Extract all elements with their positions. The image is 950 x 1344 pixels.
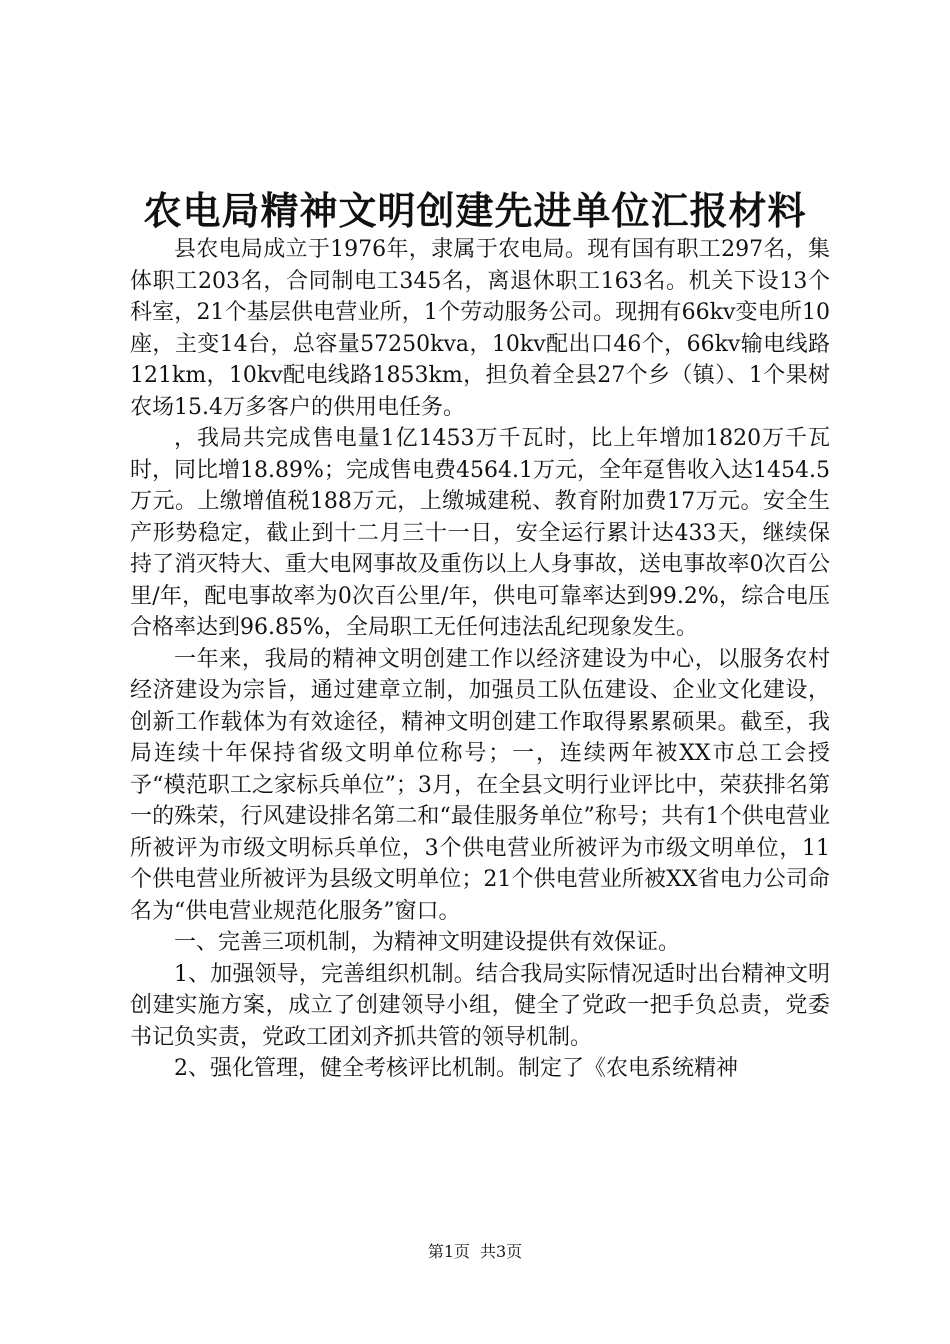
paragraph-management-mechanism: 2、强化管理，健全考核评比机制。制定了《农电系统精神: [174, 1056, 738, 1081]
page-total: 共3页: [480, 1242, 523, 1261]
section-heading-mechanisms: 一、完善三项机制，为精神文明建设提供有效保证。: [174, 930, 681, 955]
page-number: 第1页: [427, 1242, 470, 1261]
paragraph-civilization-achievements: 一年来，我局的精神文明创建工作以经济建设为中心，以服务农村经济建设为宗旨，通过建章立制，加强员工队伍建设、企业文化建设，创新工作载体为有效途径，精神文明创建工作取得累累硕果。截至，我局连续十年保持省级文明单位称号；一，连续两年被XX市总工会授予“模范职工之家标兵单位”；3月，在全县文明行业评比中，荣获排名第一的殊荣，行风建设排名第二和“最佳服务单位”称号；共有1个供电营业所被评为市级文明标兵单位，3个供电营业所被评为市级文明单位，11个供电营业所被评为县级文明单位；21个供电营业所被XX省电力公司命名为“供电营业规范化服务”窗口。: [130, 646, 830, 924]
paragraph-bureau-overview: 县农电局成立于1976年，隶属于农电局。现有国有职工297名，集体职工203名，合同制电工345名，离退休职工163名。机关下设13个科室，21个基层供电营业所，1个劳动服务公司。现拥有66kv变电所10座，主变14台，总容量57250kva，10kv配出口46个，66kv输电线路121km，10kv配电线路1853km，担负着全县27个乡（镇）、1个果树农场15.4万多客户的供用电任务。: [130, 237, 830, 420]
page-footer: [0, 1240, 950, 1264]
paragraph-leadership-mechanism: 1、加强领导，完善组织机制。结合我局实际情况适时出台精神文明创建实施方案，成立了创建领导小组，健全了党政一把手负总责，党委书记负实责，党政工团刘齐抓共管的领导机制。: [130, 961, 830, 1050]
document-title: 农电局精神文明创建先进单位汇报材料: [143, 188, 807, 233]
document-body: [130, 234, 830, 1085]
paragraph-annual-performance: ，我局共完成售电量1亿1453万千瓦时，比上年增加1820万千瓦时，同比增18.89%；完成售电费4564.1万元，全年趸售收入达1454.5万元。上缴增值税188万元，上缴城建税、教育附加费17万元。安全生产形势稳定，截止到十二月三十一日，安全运行累计达433天，继续保持了消灭特大、重大电网事故及重伤以上人身事故，送电事故率0次百公里/年，配电事故率为0次百公里/年，供电可靠率达到99.2%，综合电压合格率达到96.85%，全局职工无任何违法乱纪现象发生。: [130, 426, 830, 640]
